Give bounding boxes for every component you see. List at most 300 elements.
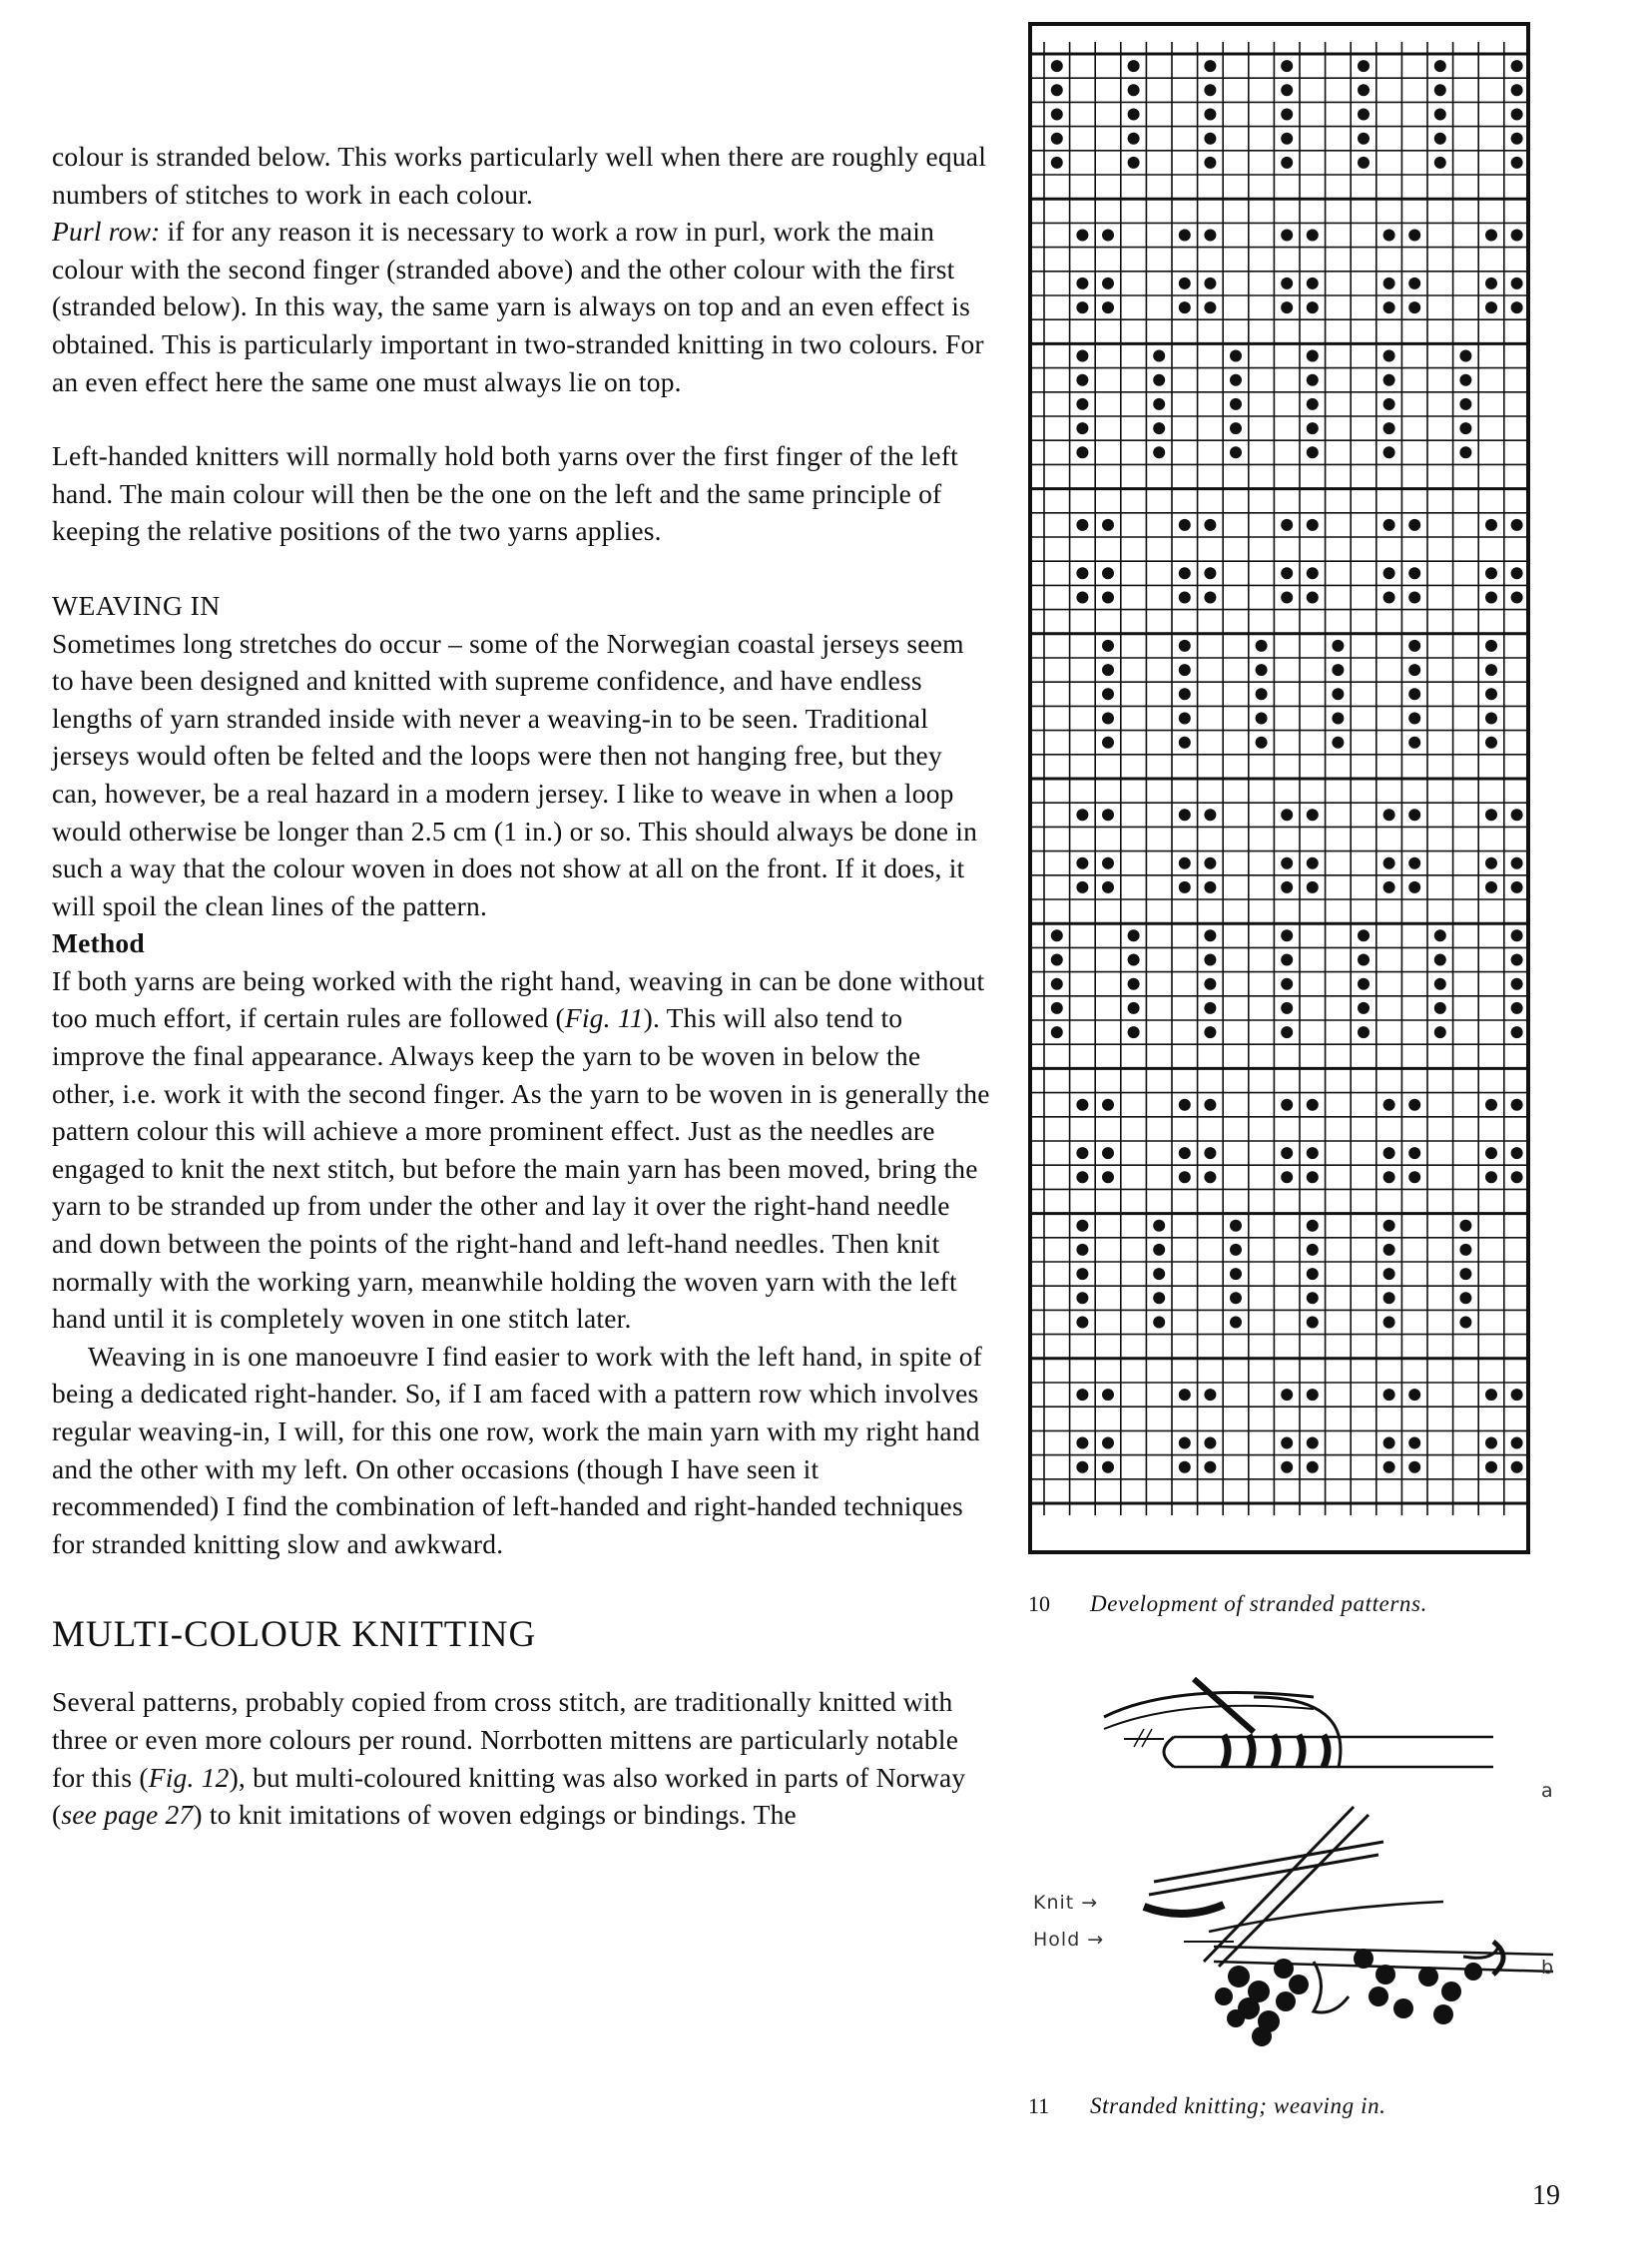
- chart-stitch-dot: [1204, 881, 1216, 893]
- chart-stitch-dot: [1358, 954, 1370, 966]
- chart-stitch-dot: [1204, 519, 1216, 531]
- label-a: a: [1541, 1780, 1554, 1802]
- chart-stitch-dot: [1511, 1171, 1523, 1183]
- chart-stitch-dot: [1485, 713, 1497, 725]
- chart-stitch-dot: [1076, 1244, 1088, 1256]
- chart-stitch-dot: [1485, 881, 1497, 893]
- chart-stitch-dot: [1281, 1147, 1293, 1159]
- chart-stitch-dot: [1511, 1389, 1523, 1401]
- chart-stitch-dot: [1204, 857, 1216, 869]
- chart-stitch-dot: [1179, 592, 1191, 604]
- chart-stitch-dot: [1434, 60, 1446, 72]
- chart-stitch-dot: [1128, 929, 1140, 941]
- chart-stitch-dot: [1358, 978, 1370, 990]
- chart-stitch-dot: [1076, 1461, 1088, 1473]
- chart-stitch-dot: [1511, 133, 1523, 145]
- chart-stitch-dot: [1511, 278, 1523, 289]
- chart-stitch-dot: [1102, 1389, 1114, 1401]
- chart-stitch-dot: [1179, 737, 1191, 749]
- chart-stitch-dot: [1485, 519, 1497, 531]
- chart-stitch-dot: [1153, 446, 1165, 458]
- chart-stitch-dot: [1408, 230, 1420, 242]
- chart-stitch-dot: [1383, 398, 1395, 410]
- chart-stitch-dot: [1076, 1292, 1088, 1304]
- chart-stitch-dot: [1179, 640, 1191, 652]
- chart-stitch-dot: [1511, 929, 1523, 941]
- chart-stitch-dot: [1434, 133, 1446, 145]
- chart-stitch-dot: [1102, 301, 1114, 313]
- chart-stitch-dot: [1281, 929, 1293, 941]
- chart-stitch-dot: [1204, 1026, 1216, 1038]
- chart-stitch-dot: [1076, 592, 1088, 604]
- chart-stitch-dot: [1511, 301, 1523, 313]
- chart-stitch-dot: [1408, 592, 1420, 604]
- chart-stitch-dot: [1307, 398, 1319, 410]
- chart-stitch-dot: [1307, 1268, 1319, 1280]
- figure-10-caption: [1028, 1589, 1427, 1619]
- chart-stitch-dot: [1383, 1220, 1395, 1232]
- label-knit: Knit →: [1033, 1892, 1099, 1914]
- chart-stitch-dot: [1179, 301, 1191, 313]
- chart-stitch-dot: [1307, 301, 1319, 313]
- chart-stitch-dot: [1358, 84, 1370, 96]
- chart-stitch-dot: [1128, 133, 1140, 145]
- chart-stitch-dot: [1485, 592, 1497, 604]
- chart-stitch-dot: [1459, 350, 1471, 362]
- chart-stitch-dot: [1485, 1099, 1497, 1111]
- chart-stitch-dot: [1383, 1437, 1395, 1449]
- chart-stitch-dot: [1383, 446, 1395, 458]
- chart-stitch-dot: [1204, 278, 1216, 289]
- chart-stitch-dot: [1076, 446, 1088, 458]
- chart-stitch-dot: [1179, 688, 1191, 700]
- chart-stitch-dot: [1511, 881, 1523, 893]
- chart-stitch-dot: [1408, 881, 1420, 893]
- figure-11-caption: [1028, 2091, 1386, 2121]
- chart-stitch-dot: [1153, 422, 1165, 434]
- chart-stitch-dot: [1434, 1002, 1446, 1014]
- chart-stitch-dot: [1256, 640, 1268, 652]
- chart-stitch-dot: [1485, 230, 1497, 242]
- chart-stitch-dot: [1383, 1268, 1395, 1280]
- chart-stitch-dot: [1256, 688, 1268, 700]
- chart-stitch-dot: [1459, 422, 1471, 434]
- chart-stitch-dot: [1511, 157, 1523, 169]
- chart-stitch-dot: [1383, 230, 1395, 242]
- chart-stitch-dot: [1102, 278, 1114, 289]
- chart-stitch-dot: [1281, 60, 1293, 72]
- chart-stitch-dot: [1076, 1220, 1088, 1232]
- chart-stitch-dot: [1230, 350, 1242, 362]
- chart-stitch-dot: [1408, 664, 1420, 676]
- chart-stitch-dot: [1179, 857, 1191, 869]
- chart-stitch-dot: [1358, 157, 1370, 169]
- paragraph-purl-row: [52, 213, 990, 400]
- knitting-needles-illustration: [1024, 1657, 1583, 2076]
- chart-stitch-dot: [1204, 1171, 1216, 1183]
- chart-stitch-dot: [1307, 1171, 1319, 1183]
- chart-stitch-dot: [1485, 278, 1497, 289]
- chart-stitch-dot: [1102, 592, 1114, 604]
- chart-stitch-dot: [1408, 1461, 1420, 1473]
- chart-stitch-dot: [1408, 737, 1420, 749]
- chart-stitch-dot: [1485, 301, 1497, 313]
- chart-stitch-dot: [1204, 301, 1216, 313]
- chart-stitch-dot: [1307, 809, 1319, 821]
- chart-stitch-dot: [1051, 1026, 1063, 1038]
- chart-stitch-dot: [1128, 109, 1140, 121]
- chart-stitch-dot: [1511, 857, 1523, 869]
- chart-stitch-dot: [1511, 978, 1523, 990]
- chart-stitch-dot: [1204, 1461, 1216, 1473]
- chart-stitch-dot: [1051, 929, 1063, 941]
- chart-stitch-dot: [1511, 109, 1523, 121]
- chart-stitch-dot: [1511, 84, 1523, 96]
- chart-stitch-dot: [1434, 954, 1446, 966]
- paragraph-stranded-below: colour is stranded below. This works particularly well when there are roughly equal numbers of stitches to work in each colour.: [52, 141, 987, 210]
- chart-stitch-dot: [1051, 84, 1063, 96]
- page-reference: see page 27: [61, 1799, 194, 1831]
- chart-stitch-dot: [1281, 567, 1293, 579]
- chart-stitch-dot: [1307, 1461, 1319, 1473]
- chart-stitch-dot: [1281, 809, 1293, 821]
- chart-stitch-dot: [1281, 1002, 1293, 1014]
- chart-stitch-dot: [1102, 809, 1114, 821]
- chart-stitch-dot: [1434, 978, 1446, 990]
- chart-stitch-dot: [1153, 374, 1165, 386]
- chart-stitch-dot: [1128, 84, 1140, 96]
- chart-stitch-dot: [1383, 809, 1395, 821]
- chart-stitch-dot: [1307, 1244, 1319, 1256]
- chart-stitch-dot: [1204, 133, 1216, 145]
- chart-stitch-dot: [1332, 713, 1344, 725]
- chart-stitch-dot: [1358, 109, 1370, 121]
- chart-stitch-dot: [1281, 519, 1293, 531]
- chart-stitch-dot: [1076, 881, 1088, 893]
- chart-stitch-dot: [1076, 1317, 1088, 1329]
- chart-stitch-dot: [1434, 84, 1446, 96]
- chart-stitch-dot: [1281, 301, 1293, 313]
- chart-stitch-dot: [1102, 857, 1114, 869]
- chart-stitch-dot: [1307, 1292, 1319, 1304]
- chart-stitch-dot: [1383, 857, 1395, 869]
- chart-stitch-dot: [1230, 422, 1242, 434]
- chart-stitch-dot: [1383, 881, 1395, 893]
- figure-number: 10: [1028, 1591, 1050, 1616]
- chart-stitch-dot: [1511, 592, 1523, 604]
- chart-stitch-dot: [1230, 374, 1242, 386]
- chart-stitch-dot: [1102, 881, 1114, 893]
- chart-stitch-dot: [1204, 954, 1216, 966]
- chart-stitch-dot: [1204, 84, 1216, 96]
- chart-stitch-dot: [1256, 664, 1268, 676]
- chart-stitch-dot: [1511, 1437, 1523, 1449]
- chart-stitch-dot: [1434, 1026, 1446, 1038]
- stranded-pattern-chart: [1028, 22, 1530, 1554]
- chart-stitch-dot: [1408, 688, 1420, 700]
- chart-stitch-dot: [1434, 929, 1446, 941]
- label-b: b: [1541, 1957, 1555, 1979]
- chart-stitch-dot: [1485, 664, 1497, 676]
- chart-stitch-dot: [1307, 519, 1319, 531]
- purl-row-text: if for any reason it is necessary to work a row in purl, work the main colour with the second finger (stranded above) and the other colour with the first (stranded below). In this way, the same yarn is always on top and an even effect is obtained. This is particularly important in two-stranded knitting in two colours. For an even effect here the same one must always lie on top.: [52, 216, 984, 397]
- chart-stitch-dot: [1051, 954, 1063, 966]
- chart-stitch-dot: [1153, 350, 1165, 362]
- chart-stitch-dot: [1204, 567, 1216, 579]
- chart-stitch-dot: [1076, 1099, 1088, 1111]
- chart-stitch-dot: [1485, 857, 1497, 869]
- chart-stitch-dot: [1153, 1317, 1165, 1329]
- chart-stitch-dot: [1459, 1244, 1471, 1256]
- chart-stitch-dot: [1281, 592, 1293, 604]
- chart-stitch-dot: [1153, 1292, 1165, 1304]
- chart-stitch-dot: [1179, 1437, 1191, 1449]
- chart-stitch-dot: [1511, 954, 1523, 966]
- chart-stitch-dot: [1383, 1147, 1395, 1159]
- chart-stitch-dot: [1204, 592, 1216, 604]
- chart-stitch-dot: [1153, 398, 1165, 410]
- chart-stitch-dot: [1408, 301, 1420, 313]
- label-hold: Hold →: [1033, 1929, 1105, 1951]
- chart-stitch-dot: [1076, 567, 1088, 579]
- chart-stitch-dot: [1281, 881, 1293, 893]
- chart-stitch-dot: [1383, 519, 1395, 531]
- chart-stitch-dot: [1179, 567, 1191, 579]
- chart-stitch-dot: [1408, 1147, 1420, 1159]
- chart-stitch-dot: [1179, 1389, 1191, 1401]
- chart-stitch-dot: [1076, 519, 1088, 531]
- chart-stitch-dot: [1281, 109, 1293, 121]
- chart-stitch-dot: [1153, 1220, 1165, 1232]
- chart-stitch-dot: [1511, 60, 1523, 72]
- chart-stitch-dot: [1408, 1171, 1420, 1183]
- chart-stitch-dot: [1307, 857, 1319, 869]
- chart-stitch-dot: [1332, 664, 1344, 676]
- chart-stitch-dot: [1408, 640, 1420, 652]
- chart-stitch-dot: [1256, 737, 1268, 749]
- chart-stitch-dot: [1230, 446, 1242, 458]
- heading-weaving-in: WEAVING IN: [52, 589, 221, 621]
- chart-stitch-dot: [1102, 230, 1114, 242]
- chart-stitch-dot: [1076, 857, 1088, 869]
- chart-stitch-dot: [1511, 1026, 1523, 1038]
- chart-stitch-dot: [1358, 1026, 1370, 1038]
- chart-stitch-dot: [1128, 1026, 1140, 1038]
- chart-stitch-dot: [1179, 1171, 1191, 1183]
- chart-stitch-dot: [1204, 978, 1216, 990]
- chart-stitch-dot: [1281, 1099, 1293, 1111]
- chart-stitch-dot: [1383, 1244, 1395, 1256]
- chart-stitch-dot: [1204, 230, 1216, 242]
- chart-stitch-dot: [1153, 1268, 1165, 1280]
- chart-stitch-dot: [1076, 350, 1088, 362]
- chart-stitch-dot: [1179, 278, 1191, 289]
- chart-stitch-dot: [1307, 1099, 1319, 1111]
- paragraph-method: If both yarns are being worked with the right hand, weaving in can be done without too much effort, if certain rules are followed (Fig. 11). This will also tend to improve the final appearance. Always keep the yarn to be woven in below the other, i.e. work it with the second finger. As the yarn to be woven in is generally the pattern colour this will achieve a more prominent effect. Just as the needles are engaged to knit the next stitch, but before the main yarn has been moved, bring the yarn to be stranded up from under the other and lay it over the right-hand needle and down between the points of the right-hand and left-hand needles. Then knit normally with the working yarn, meanwhile holding the woven yarn with the left hand until it is completely woven in one stitch later.: [52, 964, 990, 1335]
- paragraph-multi-colour: Several patterns, probably copied from cross stitch, are traditionally knitted with three or even more colours per round. Norrbotten mittens are particularly notable for this (Fig. 12), but multi-coloured knitting was also worked in parts of Norway (see page 27) to knit imitations of woven edgings or bindings. The: [52, 1686, 966, 1831]
- chart-stitch-dot: [1408, 1099, 1420, 1111]
- chart-stitch-dot: [1230, 398, 1242, 410]
- caption-text: Stranded knitting; weaving in.: [1090, 2093, 1386, 2118]
- chart-stitch-dot: [1307, 278, 1319, 289]
- chart-stitch-dot: [1128, 1002, 1140, 1014]
- chart-stitch-dot: [1307, 1147, 1319, 1159]
- body-text-column: [52, 138, 990, 1834]
- page-number: 19: [1532, 2180, 1560, 2211]
- chart-stitch-dot: [1485, 688, 1497, 700]
- chart-stitch-dot: [1076, 809, 1088, 821]
- chart-stitch-dot: [1511, 230, 1523, 242]
- chart-stitch-dot: [1383, 301, 1395, 313]
- chart-stitch-dot: [1408, 857, 1420, 869]
- heading-method: Method: [52, 927, 145, 959]
- chart-stitch-dot: [1102, 713, 1114, 725]
- chart-stitch-dot: [1128, 157, 1140, 169]
- chart-stitch-dot: [1051, 1002, 1063, 1014]
- chart-stitch-dot: [1102, 640, 1114, 652]
- chart-stitch-dot: [1281, 230, 1293, 242]
- chart-stitch-dot: [1511, 1002, 1523, 1014]
- chart-stitch-dot: [1383, 1317, 1395, 1329]
- chart-stitch-dot: [1485, 809, 1497, 821]
- chart-stitch-dot: [1281, 1437, 1293, 1449]
- chart-stitch-dot: [1179, 1461, 1191, 1473]
- chart-stitch-dot: [1204, 1389, 1216, 1401]
- chart-stitch-dot: [1281, 278, 1293, 289]
- chart-stitch-dot: [1076, 301, 1088, 313]
- chart-stitch-dot: [1076, 1437, 1088, 1449]
- chart-stitch-dot: [1383, 1171, 1395, 1183]
- chart-stitch-dot: [1511, 1147, 1523, 1159]
- chart-stitch-dot: [1102, 1437, 1114, 1449]
- chart-stitch-dot: [1281, 978, 1293, 990]
- chart-stitch-dot: [1511, 809, 1523, 821]
- chart-stitch-dot: [1459, 1220, 1471, 1232]
- chart-stitch-dot: [1511, 1099, 1523, 1111]
- chart-stitch-dot: [1051, 157, 1063, 169]
- chart-stitch-dot: [1307, 592, 1319, 604]
- chart-stitch-dot: [1307, 1220, 1319, 1232]
- chart-stitch-dot: [1408, 1437, 1420, 1449]
- chart-stitch-dot: [1434, 109, 1446, 121]
- chart-stitch-dot: [1102, 664, 1114, 676]
- chart-stitch-dot: [1459, 1268, 1471, 1280]
- chart-stitch-dot: [1485, 1147, 1497, 1159]
- chart-stitch-dot: [1459, 374, 1471, 386]
- chart-stitch-dot: [1102, 1099, 1114, 1111]
- chart-stitch-dot: [1307, 374, 1319, 386]
- chart-stitch-dot: [1485, 567, 1497, 579]
- chart-stitch-dot: [1307, 230, 1319, 242]
- chart-stitch-dot: [1281, 84, 1293, 96]
- chart-stitch-dot: [1204, 60, 1216, 72]
- chart-stitch-dot: [1179, 230, 1191, 242]
- chart-stitch-dot: [1230, 1220, 1242, 1232]
- chart-stitch-dot: [1179, 1147, 1191, 1159]
- chart-stitch-dot: [1307, 350, 1319, 362]
- chart-stitch-dot: [1383, 1292, 1395, 1304]
- chart-stitch-dot: [1281, 954, 1293, 966]
- paragraph-weaving-left-hand: Weaving in is one manoeuvre I find easier to work with the left hand, in spite of being a dedicated right-hander. So, if I am faced with a pattern row which involves regular weaving-in, I will, for this one row, work the main yarn with my right hand and the other with my left. On other occasions (though I have seen it recommended) I find the combination of left-handed and right-handed techniques for stranded knitting slow and awkward.: [52, 1340, 983, 1559]
- chart-stitch-dot: [1383, 567, 1395, 579]
- chart-stitch-dot: [1076, 230, 1088, 242]
- chart-stitch-dot: [1204, 1147, 1216, 1159]
- illustration-a: [1104, 1679, 1493, 1767]
- chart-stitch-dot: [1383, 422, 1395, 434]
- chart-stitch-dot: [1102, 688, 1114, 700]
- chart-stitch-dot: [1153, 1244, 1165, 1256]
- paragraph-left-handed: Left-handed knitters will normally hold both yarns over the first finger of the left hand. The main colour will then be the one on the left and the same principle of keeping the relative positions of the two yarns applies.: [52, 440, 959, 547]
- chart-stitch-dot: [1128, 954, 1140, 966]
- chart-stitch-dot: [1281, 1461, 1293, 1473]
- chart-stitch-dot: [1307, 1317, 1319, 1329]
- chart-stitch-dot: [1383, 374, 1395, 386]
- chart-stitch-dot: [1408, 519, 1420, 531]
- chart-stitch-dot: [1434, 157, 1446, 169]
- chart-stitch-dot: [1408, 713, 1420, 725]
- figure-reference: Fig. 12: [148, 1761, 230, 1793]
- chart-stitch-dot: [1230, 1292, 1242, 1304]
- chart-stitch-dot: [1102, 737, 1114, 749]
- paragraph-weaving-in: Sometimes long stretches do occur – some of the Norwegian coastal jerseys seem to have been designed and knitted with supreme confidence, and have endless lengths of yarn stranded inside with never a weaving-in to be seen. Traditional jerseys would often be felted and the loops were then not hanging free, but they can, however, be a real hazard in a modern jersey. I like to weave in when a loop would otherwise be longer than 2.5 cm (1 in.) or so. This should always be done in such a way that the colour woven in does not show at all on the front. If it does, it will spoil the clean lines of the pattern.: [52, 627, 978, 921]
- chart-stitch-dot: [1358, 929, 1370, 941]
- chart-stitch-dot: [1459, 446, 1471, 458]
- chart-stitch-dot: [1051, 109, 1063, 121]
- chart-stitch-dot: [1204, 109, 1216, 121]
- chart-stitch-dot: [1383, 1461, 1395, 1473]
- chart-stitch-dot: [1102, 1171, 1114, 1183]
- chart-stitch-dot: [1383, 592, 1395, 604]
- chart-stitch-dot: [1179, 1099, 1191, 1111]
- chart-stitch-dot: [1485, 1461, 1497, 1473]
- chart-stitch-dot: [1408, 567, 1420, 579]
- chart-stitch-dot: [1408, 278, 1420, 289]
- chart-stitch-dot: [1332, 688, 1344, 700]
- chart-stitch-dot: [1179, 713, 1191, 725]
- chart-stitch-dot: [1281, 1389, 1293, 1401]
- chart-stitch-dot: [1307, 881, 1319, 893]
- chart-stitch-dot: [1511, 1461, 1523, 1473]
- chart-stitch-dot: [1076, 1389, 1088, 1401]
- chart-stitch-dot: [1076, 278, 1088, 289]
- chart-stitch-dot: [1485, 737, 1497, 749]
- chart-stitch-dot: [1459, 1292, 1471, 1304]
- chart-stitch-dot: [1408, 809, 1420, 821]
- chart-stitch-dot: [1051, 133, 1063, 145]
- chart-stitch-dot: [1307, 422, 1319, 434]
- chart-stitch-dot: [1281, 857, 1293, 869]
- chart-stitch-dot: [1076, 1171, 1088, 1183]
- chart-stitch-dot: [1332, 737, 1344, 749]
- chart-stitch-dot: [1076, 422, 1088, 434]
- chart-stitch-dot: [1383, 350, 1395, 362]
- chart-stitch-dot: [1102, 567, 1114, 579]
- chart-stitch-dot: [1485, 1389, 1497, 1401]
- chart-stitch-dot: [1076, 374, 1088, 386]
- chart-stitch-dot: [1281, 1171, 1293, 1183]
- chart-stitch-dot: [1051, 60, 1063, 72]
- chart-stitch-dot: [1230, 1268, 1242, 1280]
- chart-stitch-dot: [1204, 929, 1216, 941]
- chart-stitch-dot: [1511, 519, 1523, 531]
- chart-stitch-dot: [1204, 157, 1216, 169]
- chart-stitch-dot: [1281, 1026, 1293, 1038]
- chart-stitch-dot: [1179, 519, 1191, 531]
- chart-stitch-dot: [1102, 1461, 1114, 1473]
- chart-stitch-dot: [1128, 60, 1140, 72]
- chart-stitch-dot: [1179, 881, 1191, 893]
- chart-stitch-dot: [1179, 809, 1191, 821]
